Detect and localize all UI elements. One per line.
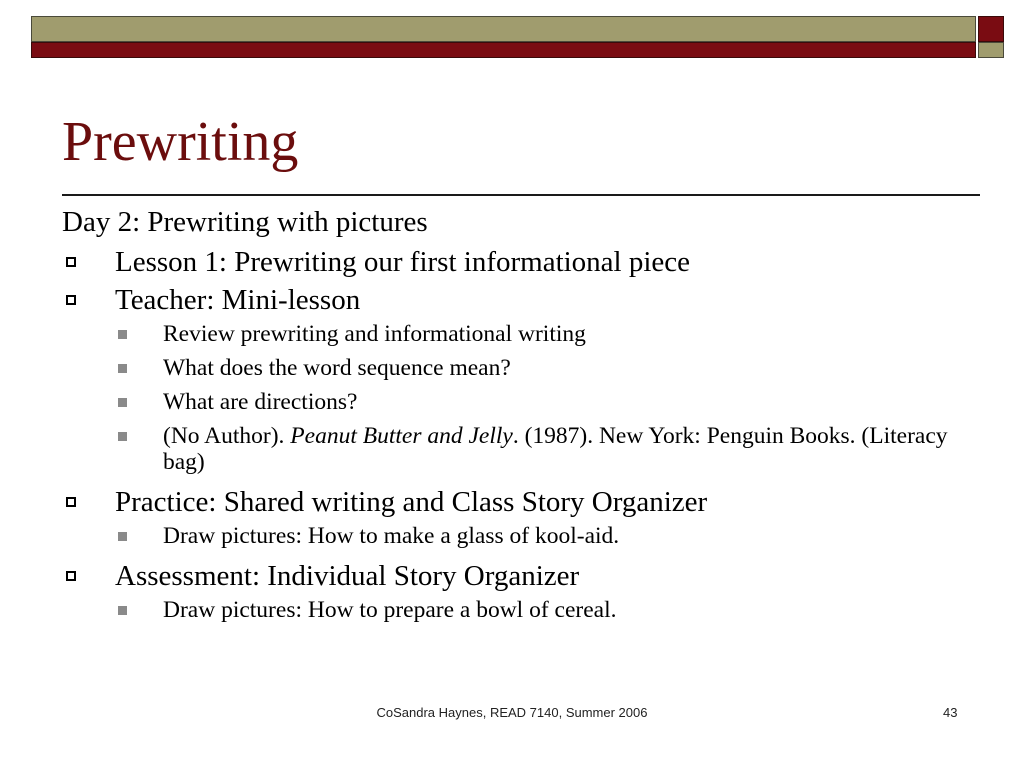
- sub-bullet-text: Draw pictures: How to prepare a bowl of cereal.: [163, 597, 617, 623]
- bullet-text: Teacher: Mini-lesson: [115, 284, 361, 316]
- sub-bullet: [62, 523, 962, 549]
- bullet-teacher: [62, 283, 962, 317]
- header-olive-bar: [31, 16, 976, 42]
- bullet-lesson: [62, 245, 962, 279]
- sub-bullet-text: Review prewriting and informational writing: [163, 321, 586, 347]
- hollow-square-bullet-icon: [66, 257, 76, 267]
- slide-title: Prewriting: [62, 111, 299, 173]
- sub-bullet-text: What are directions?: [163, 389, 358, 415]
- slide-number: 43: [943, 705, 958, 720]
- citation-book-title: Peanut Butter and Jelly: [290, 423, 513, 449]
- footer-credit: CoSandra Haynes, READ 7140, Summer 2006: [376, 705, 648, 720]
- intro-line: Day 2: Prewriting with pictures: [62, 206, 428, 238]
- bullet-text: Lesson 1: Prewriting our first informational piece: [115, 246, 691, 278]
- bullet-practice: [62, 485, 962, 519]
- title-divider: [62, 194, 980, 196]
- sub-bullet: [62, 389, 962, 415]
- sub-bullet: [62, 597, 962, 623]
- filled-square-bullet-icon: [118, 364, 127, 373]
- slide-body: [62, 205, 962, 631]
- filled-square-bullet-icon: [118, 398, 127, 407]
- sub-bullet: [62, 355, 962, 381]
- sub-bullet: [62, 321, 962, 347]
- sub-bullet-text: Draw pictures: How to make a glass of kool-aid.: [163, 523, 620, 549]
- hollow-square-bullet-icon: [66, 295, 76, 305]
- hollow-square-bullet-icon: [66, 497, 76, 507]
- citation-details: . (1987). New York: Penguin Books. (Literacy bag): [163, 423, 948, 475]
- filled-square-bullet-icon: [118, 330, 127, 339]
- header-maroon-square: [978, 16, 1004, 42]
- filled-square-bullet-icon: [118, 532, 127, 541]
- hollow-square-bullet-icon: [66, 571, 76, 581]
- bullet-text: Assessment: Individual Story Organizer: [115, 560, 580, 592]
- header-maroon-bar: [31, 42, 976, 58]
- sub-bullet-text: What does the word sequence mean?: [163, 355, 511, 381]
- filled-square-bullet-icon: [118, 432, 127, 441]
- bullet-assessment: [62, 559, 962, 593]
- header-olive-square: [978, 42, 1004, 58]
- sub-bullet-citation: [62, 423, 962, 475]
- citation-author: (No Author).: [163, 423, 291, 449]
- bullet-text: Practice: Shared writing and Class Story Organizer: [115, 486, 708, 518]
- filled-square-bullet-icon: [118, 606, 127, 615]
